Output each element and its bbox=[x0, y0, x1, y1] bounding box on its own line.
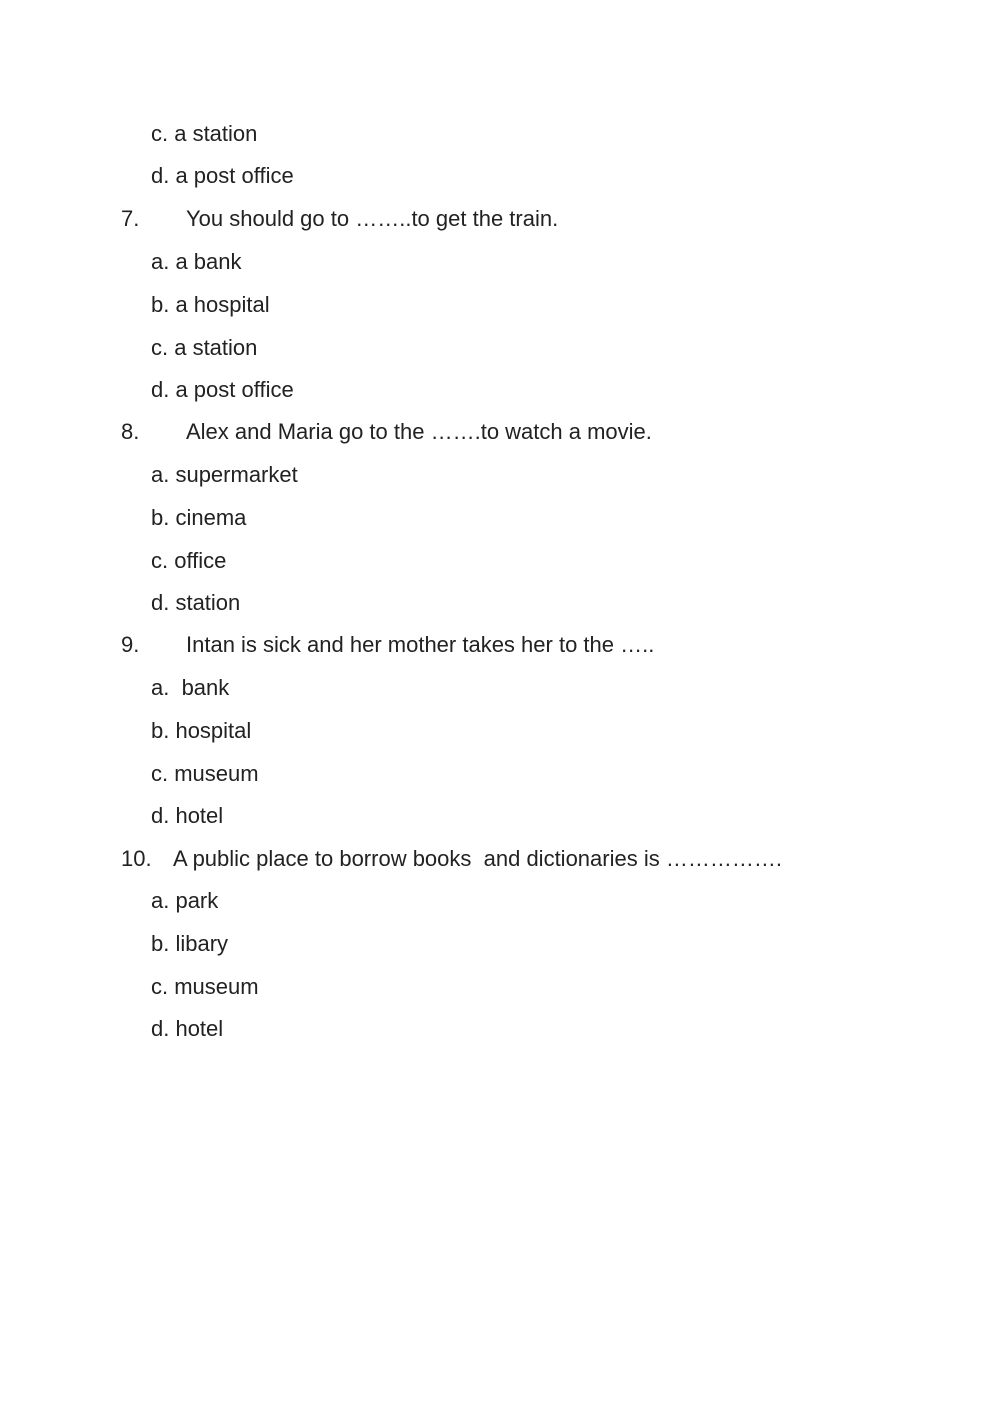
question-9-option-d: d. hotel bbox=[151, 803, 224, 828]
question-10-option-a: a. park bbox=[151, 888, 219, 913]
question-9-text: Intan is sick and her mother takes her to the ….. bbox=[186, 632, 655, 657]
option-d-carryover: d. a post office bbox=[151, 163, 294, 188]
question-8-option-b: b. cinema bbox=[151, 505, 247, 530]
question-8-option-a: a. supermarket bbox=[151, 462, 298, 487]
question-10-text: A public place to borrow books and dictionaries is ……………. bbox=[173, 846, 782, 871]
question-7-option-d: d. a post office bbox=[151, 377, 294, 402]
question-8-option-d: d. station bbox=[151, 590, 241, 615]
question-8-text: Alex and Maria go to the …….to watch a movie. bbox=[186, 419, 652, 444]
question-8-option-c: c. office bbox=[151, 548, 227, 573]
question-7-number: 7. bbox=[121, 206, 140, 231]
question-8-number: 8. bbox=[121, 419, 140, 444]
question-9-option-c: c. museum bbox=[151, 761, 259, 786]
question-7-option-c: c. a station bbox=[151, 335, 258, 360]
question-7-text: You should go to ……..to get the train. bbox=[186, 206, 559, 231]
question-9-option-a: a. bank bbox=[151, 675, 230, 700]
option-c-carryover: c. a station bbox=[151, 121, 258, 146]
question-10-option-c: c. museum bbox=[151, 974, 259, 999]
question-10-option-d: d. hotel bbox=[151, 1016, 224, 1041]
question-7-option-a: a. a bank bbox=[151, 249, 242, 274]
question-10-option-b: b. libary bbox=[151, 931, 229, 956]
question-7-option-b: b. a hospital bbox=[151, 292, 270, 317]
question-9-number: 9. bbox=[121, 632, 140, 657]
question-10-number: 10. bbox=[121, 846, 152, 871]
question-9-option-b: b. hospital bbox=[151, 718, 252, 743]
